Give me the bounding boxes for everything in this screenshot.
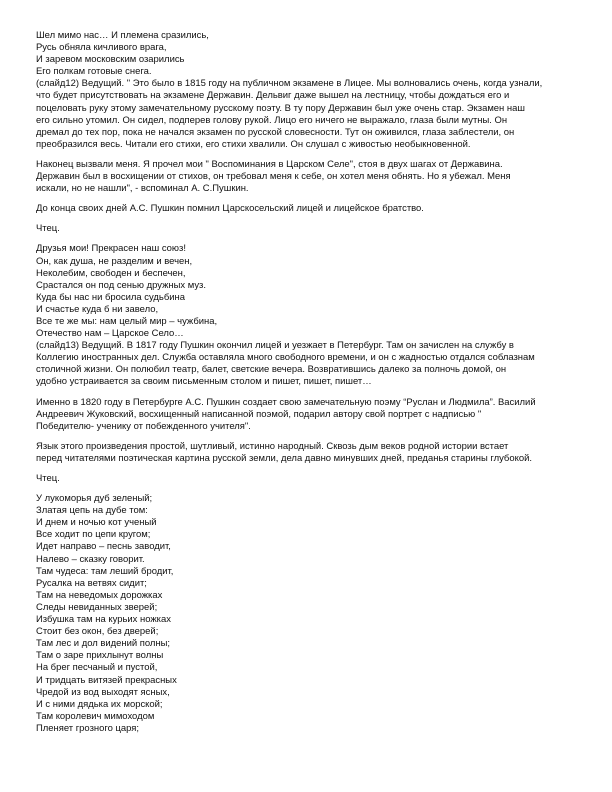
text-line: Русалка на ветвях сидит; xyxy=(36,577,147,589)
paragraph xyxy=(36,441,576,465)
text-line: Стоит без окон, без дверей; xyxy=(36,626,159,638)
text-line: поцеловать руку этому замечательному русскому поэту. В ту пору Державин был уже очень стар. Экзамен наш xyxy=(36,102,525,114)
text-line: дремал до тех пор, пока не начался экзамен по русской словесности. Тут он оживился, глаза заблестели, он xyxy=(36,126,515,138)
document-body xyxy=(36,30,576,735)
text-line: столичной жизни. Он полюбил театр, балет, светские вечера. Возвратившись далеко за полночь домой, он xyxy=(36,364,507,376)
text-line: И с ними дядька их морской; xyxy=(36,698,163,710)
text-line: Коллегию иностранных дел. Служба оставляла много свободного времени, и он с жадностью отдался соблазнам xyxy=(36,352,535,364)
text-line: И днем и ночью кот ученый xyxy=(36,517,157,529)
paragraph xyxy=(36,473,576,485)
text-line: Державин был в восхищении от стихов, он требовал меня к себе, он хотел меня обнять. Но я убежал. Меня xyxy=(36,171,511,183)
text-line: И заревом московским озарились xyxy=(36,54,185,66)
text-line: Русь обняла кичливого врага, xyxy=(36,42,167,54)
text-line: И счастье куда б ни завело, xyxy=(36,303,159,315)
text-line: До конца своих дней А.С. Пушкин помнил Царскосельский лицей и лицейское братство. xyxy=(36,203,424,215)
text-line: Там на неведомых дорожках xyxy=(36,589,163,601)
text-line: перед читателями поэтическая картина русской земли, дела давно минувших дней, преданья старины глубокой. xyxy=(36,452,532,464)
text-line: Неколебим, свободен и беспечен, xyxy=(36,267,186,279)
text-line: (слайд12) Ведущий. " Это было в 1815 году на публичном экзамене в Лицее. Мы волновались очень, когда узнали, xyxy=(36,78,543,90)
paragraph-gap xyxy=(36,195,576,203)
text-line: У лукоморья дуб зеленый; xyxy=(36,493,153,505)
text-line: Срастался он под сенью дружных муз. xyxy=(36,279,206,291)
text-line: Он, как душа, не разделим и вечен, xyxy=(36,255,193,267)
text-line: искали, но не нашли", - вспоминал А. С.Пушкин. xyxy=(36,183,249,195)
paragraph xyxy=(36,223,576,235)
paragraph xyxy=(36,159,576,195)
paragraph-gap xyxy=(36,215,576,223)
text-line: Его полкам готовые снега. xyxy=(36,66,152,78)
text-line: Там королевич мимоходом xyxy=(36,710,155,722)
paragraph xyxy=(36,203,576,215)
text-line: Куда бы нас ни бросила судьбина xyxy=(36,291,185,303)
text-line: Друзья мои! Прекрасен наш союз! xyxy=(36,243,186,255)
text-line: что будет присутствовать на экзамене Державин. Дельвиг даже вышел на лестницу, чтобы дождаться его и xyxy=(36,90,510,102)
text-line: Там чудеса: там леший бродит, xyxy=(36,565,174,577)
text-line: Именно в 1820 году в Петербурге А.С. Пушкин создает свою замечательную поэму “Руслан и Людмила”. Василий xyxy=(36,396,536,408)
text-line: Чредой из вод выходят ясных, xyxy=(36,686,170,698)
text-line: Там лес и дол видений полны; xyxy=(36,638,171,650)
text-line: Все те же мы: нам целый мир – чужбина, xyxy=(36,315,218,327)
paragraph-gap xyxy=(36,465,576,473)
text-line: Все ходит по цепи кругом; xyxy=(36,529,151,541)
text-line: (слайд13) Ведущий. В 1817 году Пушкин окончил лицей и уезжает в Петербург. Там он зачислен на службу в xyxy=(36,340,514,352)
text-line: Налево – сказку говорит. xyxy=(36,553,145,565)
paragraph xyxy=(36,493,576,735)
text-line: Отечество нам – Царское Село… xyxy=(36,328,184,340)
text-line: Златая цепь на дубе том: xyxy=(36,505,148,517)
text-line: удобно устраивается за своим письменным столом и пишет, пишет, пишет… xyxy=(36,376,372,388)
text-line: его сильно утомил. Он сидел, подперев голову рукой. Лицо его ничего не выражало, глаза были мутны. Он xyxy=(36,114,508,126)
text-line: На брег песчаный и пустой, xyxy=(36,662,158,674)
paragraph xyxy=(36,243,576,388)
paragraph-gap xyxy=(36,485,576,493)
text-line: Избушка там на курьих ножках xyxy=(36,614,171,626)
text-line: Шел мимо нас… И племена сразились, xyxy=(36,30,209,41)
text-line: Пленяет грозного царя; xyxy=(36,722,139,734)
paragraph-gap xyxy=(36,151,576,159)
text-line: Там о заре прихлынут волны xyxy=(36,650,164,662)
text-line: Идет направо – песнь заводит, xyxy=(36,541,171,553)
text-line: Наконец вызвали меня. Я прочел мои " Воспоминания в Царском Селе", стоя в двух шагах от Державина. xyxy=(36,158,503,170)
text-line: Чтец. xyxy=(36,223,60,235)
text-line: Язык этого произведения простой, шутливый, истинно народный. Сквозь дым веков родной истории встает xyxy=(36,440,509,452)
paragraph xyxy=(36,30,576,151)
paragraph-gap xyxy=(36,389,576,397)
text-line: Андреевич Жуковский, восхищенный написанной поэмой, подарил автору свой портрет с надписью " xyxy=(36,408,482,420)
text-line: Следы невиданных зверей; xyxy=(36,601,158,613)
paragraph-gap xyxy=(36,235,576,243)
text-line: преобразился весь. Читали его стихи, его стихи хвалили. Он слушал с живостью необыкновенной. xyxy=(36,138,471,150)
text-line: И тридцать витязей прекрасных xyxy=(36,674,177,686)
paragraph xyxy=(36,397,576,433)
text-line: Чтец. xyxy=(36,473,60,484)
paragraph-gap xyxy=(36,433,576,441)
text-line: Победителю- ученику от побежденного учителя". xyxy=(36,420,251,432)
